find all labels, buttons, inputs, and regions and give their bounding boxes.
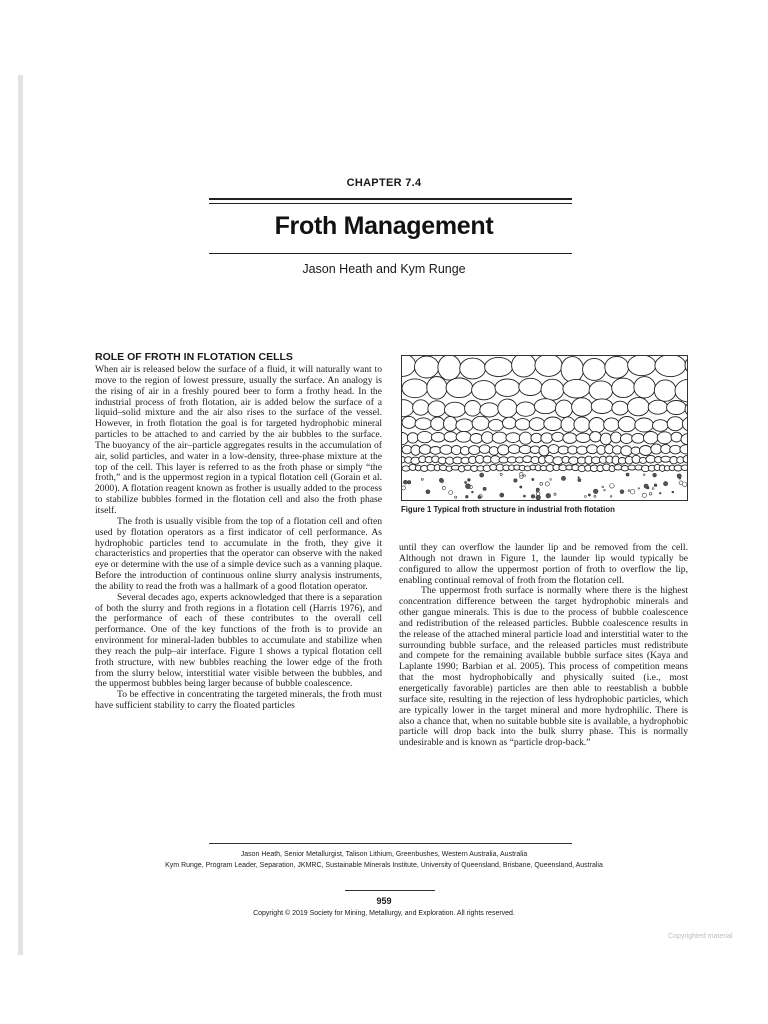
paragraph: until they can overflow the launder lip and be removed from the cell. Although not drawn in Figure 1, the launder lip would typically be configured to allow the uppermost portion of froth to overflow the lip, enabling continual removal of froth from the flotation cell. (399, 542, 688, 586)
watermark: Copyrighted material (668, 933, 733, 940)
author-affiliation: Jason Heath, Senior Metallurgist, Talison Lithium, Greenbushes, Western Australia, Australia (240, 851, 528, 858)
chapter-authors: Jason Heath and Kym Runge (302, 262, 466, 276)
title-rule-top-thin (209, 203, 572, 204)
froth-bubbles-illustration (402, 356, 687, 500)
copyright-notice: Copyright © 2019 Society for Mining, Metallurgy, and Exploration. All rights reserved. (253, 910, 515, 917)
author-affiliation: Kym Runge, Program Leader, Separation, JKMRC, Sustainable Minerals Institute, University of Queensland, Brisbane, Queensland, Australia (165, 862, 603, 869)
page-number: 959 (376, 896, 392, 906)
title-rule-top-thick (209, 198, 572, 200)
title-rule-bottom (209, 253, 572, 254)
paragraph: The froth is usually visible from the top of a flotation cell and often used by flotation operators as a first indicator of cell performance. As hydrophobic particles tend to accumulate in the froth, they give it characteristics and properties that the operator can observe with the naked eye or determine with the use of a simple device such as a vanning plaque. Before the introduction of continuous online slurry analysis instruments, the ability to read the froth was a hallmark of a good flotation operator. (95, 515, 382, 592)
paragraph: When air is released below the surface of a fluid, it will naturally want to move to the region of lowest pressure, usually the surface. An analogy is the rising of air in a freshly poured beer to form a frothy head. In the industrial process of froth flotation, air is added below the surface of a liquid–solid mixture and the air also rises to the surface of the vessel. However, in froth flotation the goal is for targeted hydrophobic mineral particles to be attached to and carried by the air bubbles to the surface. The buoyancy of the air–particle aggregates results in the accumulation of air, solid particles, and water in a low-density, three-phase mixture at the top of the cell. This layer is referred to as the froth phase or simply “the froth,” and is the uppermost region in a typical flotation cell (Gorain et al. 2000). A flotation reagent known as frother is usually added to the process to stabilize bubbles formed in the flotation cell and also the froth phase itself. (95, 364, 382, 516)
chapter-label: CHAPTER 7.4 (346, 177, 422, 189)
body-column-left (95, 365, 382, 712)
paragraph: The uppermost froth surface is normally where there is the highest concentration difference between the target hydrophobic minerals and other gangue minerals. This is due to the process of bubble coalescence and redistribution of the released particles. Bubble coalescence results in the release of the attached mineral particle load and interstitial water to the surrounding bubble surface, and the released particles must redistribute and compete for the remaining available bubble surface sites (Kaya and Laplante 1990; Barbian et al. 2005). This process of competition means that the most hydrophobically and physically suited (i.e., most energetically favorable) particles are then able to reestablish a bubble surface site, resulting in the rejection of less hydrophobic particles, which are typically lower in the target mineral and more hydrophilic. There is also a chance that, when no suitable bubble site is available, a hydrophobic particle will drop back into the bulk slurry phase. This is normally undesirable and is known as “particle drop-back.” (399, 585, 688, 749)
footnote-rule (209, 843, 572, 844)
section-heading: ROLE OF FROTH IN FLOTATION CELLS (95, 351, 293, 363)
chapter-title: Froth Management (274, 212, 494, 240)
page-number-rule (345, 890, 435, 891)
froth-structure-figure (401, 355, 688, 501)
paragraph: Several decades ago, experts acknowledged that there is a separation of both the slurry and froth regions in a flotation cell (Harris 1976), and the performance of each of these contributes to the overall cell performance. One of the key functions of the froth is to provide an environment for mineral-laden bubbles to accumulate and stabilize when they reach the pulp–air interface. Figure 1 shows a typical flotation cell froth structure, with new bubbles reaching the lower edge of the froth from the slurry below, interstitial water visible between the bubbles, and the uppermost bubbles being larger because of bubble coalescence. (95, 591, 382, 690)
figure-caption: Figure 1 Typical froth structure in industrial froth flotation (401, 505, 615, 514)
page-edge-shadow (18, 75, 23, 955)
body-column-right (399, 543, 688, 749)
paragraph: To be effective in concentrating the targeted minerals, the froth must have sufficient stability to carry the floated particles (95, 689, 382, 712)
